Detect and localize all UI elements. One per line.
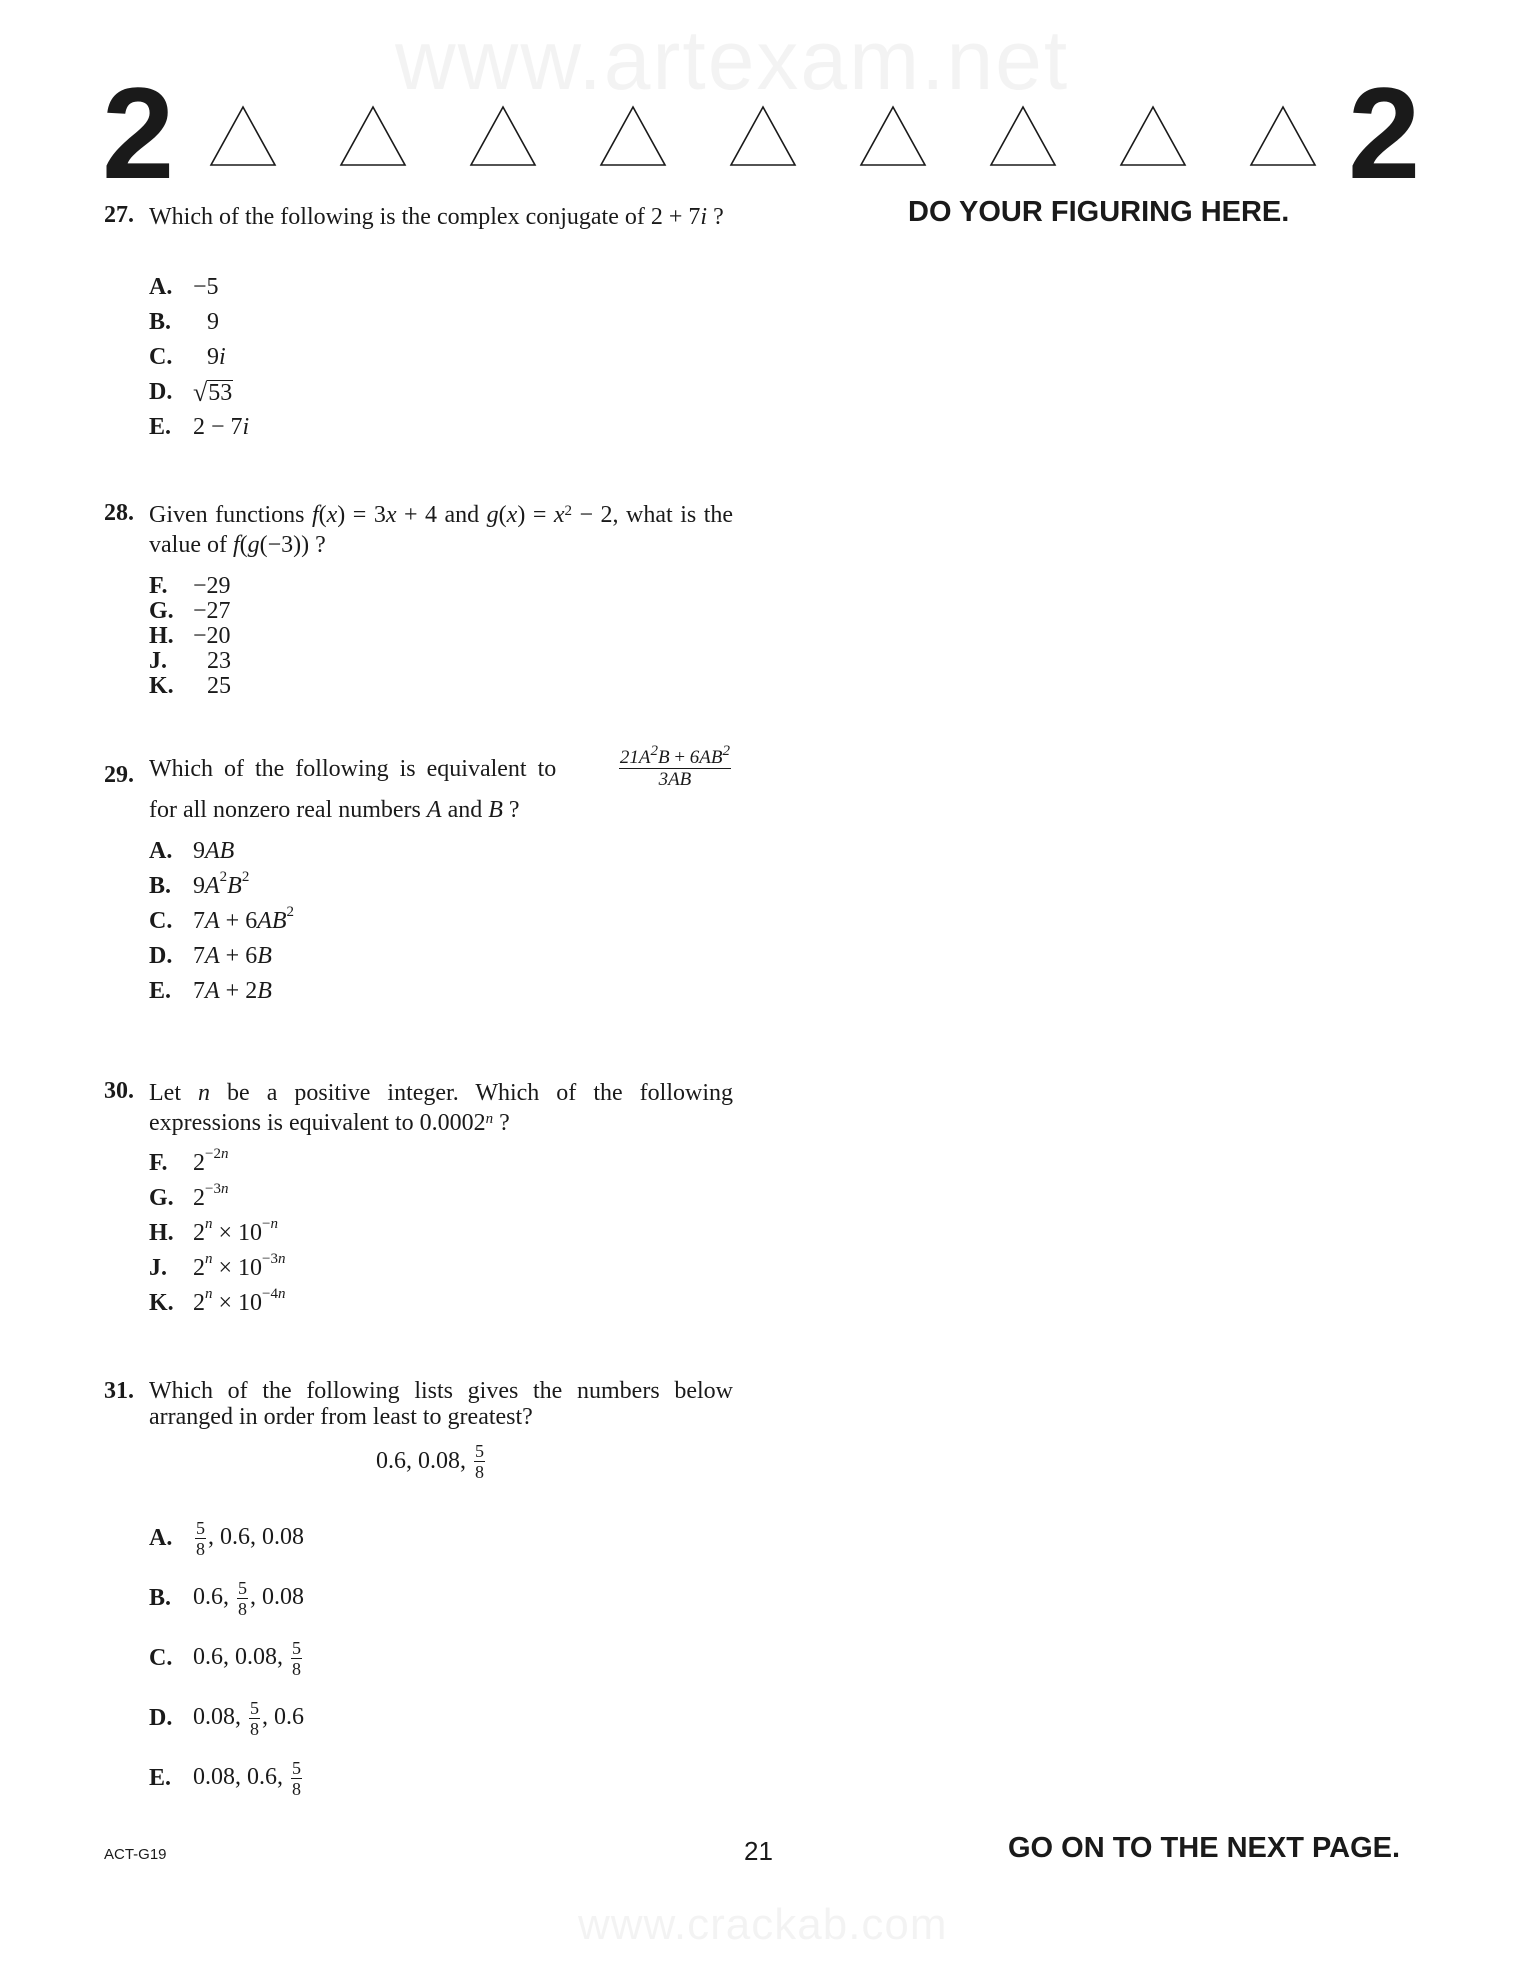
option-30-h[interactable]: H. $2^n \times 10^{-n}$ xyxy=(149,1216,279,1246)
options-29 xyxy=(149,834,294,1009)
options-31 xyxy=(149,1508,304,1808)
option-29-e[interactable]: E. 7A + 2B xyxy=(149,978,272,1004)
option-27-e[interactable]: E. 2 − 7i xyxy=(149,414,250,440)
option-27-c[interactable]: C. 9i xyxy=(149,344,226,370)
option-30-k[interactable]: K. $2^n \times 10^{-4n}$ xyxy=(149,1286,286,1316)
option-28-g[interactable]: G. −27 xyxy=(149,598,231,624)
option-27-b[interactable]: B. 9 xyxy=(149,309,219,335)
option-28-j[interactable]: J. 23 xyxy=(149,648,231,674)
options-27 xyxy=(149,270,249,445)
option-29-d[interactable]: D. 7A + 6B xyxy=(149,943,272,969)
question-text-30: Let n be a positive integer. Which of the following expressions is equivalent to 0.0002$^n$ ? xyxy=(149,1080,733,1136)
option-31-b[interactable]: B. 0.6, $\frac{5}{8}$ , 0.08 xyxy=(149,1577,304,1619)
question-text-31: Which of the following lists gives the numbers below arranged in order from least to greatest? xyxy=(149,1378,733,1430)
option-28-h[interactable]: H. −20 xyxy=(149,623,231,649)
option-30-f[interactable]: F. $2^{-2n}$ xyxy=(149,1146,229,1176)
section-number-left: 2 xyxy=(102,60,175,206)
question-text-29-start: Which of the following is equivalent to xyxy=(149,755,557,782)
question-number-31: 31. xyxy=(104,1378,134,1404)
question-text-29: Which of the following is equivalent to $\frac{21A^2B + 6AB^2}{3AB}$ for all nonzero real numbers A and B ? xyxy=(149,743,730,823)
option-31-d[interactable]: D. 0.08, $\frac{5}{8}$ , 0.6 xyxy=(149,1697,304,1739)
question-number-27: 27. xyxy=(104,202,134,228)
option-30-j[interactable]: J. $2^n \times 10^{-3n}$ xyxy=(149,1251,286,1281)
option-31-a[interactable]: A. $\frac{5}{8}$ , 0.6, 0.08 xyxy=(149,1517,304,1559)
options-30 xyxy=(149,1146,286,1321)
option-30-g[interactable]: G. $2^{-3n}$ xyxy=(149,1181,229,1211)
option-29-c[interactable]: C. $7A + 6AB^2$ xyxy=(149,904,295,934)
triangle-icon xyxy=(468,104,538,168)
option-27-d[interactable]: D. √ 53 xyxy=(149,378,233,407)
option-29-a[interactable]: A. 9AB xyxy=(149,838,235,864)
option-31-c[interactable]: C. 0.6, 0.08, $\frac{5}{8}$ xyxy=(149,1637,301,1679)
triangle-icon xyxy=(1118,104,1188,168)
option-29-b[interactable]: B. $9A^2B^2$ xyxy=(149,869,250,899)
triangle-icon xyxy=(338,104,408,168)
question-29-fraction: $\frac{21A^2B + 6AB^2}{3AB}$ xyxy=(619,743,730,790)
triangle-icon xyxy=(728,104,798,168)
triangle-icon xyxy=(1248,104,1318,168)
question-31-number-list: 0.6, 0.08, $\frac{5}{8}$ xyxy=(376,1441,484,1482)
figuring-label: DO YOUR FIGURING HERE. xyxy=(908,196,1290,228)
footer-page-number: 21 xyxy=(744,1836,773,1866)
triangle-icon xyxy=(988,104,1058,168)
option-27-a[interactable]: A. −5 xyxy=(149,274,219,300)
section-number-right: 2 xyxy=(1348,60,1421,206)
triangle-icon xyxy=(598,104,668,168)
question-number-28: 28. xyxy=(104,500,134,526)
option-28-f[interactable]: F. −29 xyxy=(149,573,231,599)
options-28 xyxy=(149,574,231,699)
footer-test-code: ACT-G19 xyxy=(104,1846,167,1863)
question-number-29: 29. xyxy=(104,762,134,788)
question-text-27: Which of the following is the complex conjugate of 2 + 7i ? xyxy=(149,204,724,230)
footer-next-page: GO ON TO THE NEXT PAGE. xyxy=(1008,1832,1401,1864)
triangle-icon xyxy=(858,104,928,168)
triangle-icon xyxy=(208,104,278,168)
option-28-k[interactable]: K. 25 xyxy=(149,673,231,699)
question-text-28: Given functions f(x) = 3x + 4 and $g(x) = x^2 - 2$, what is the value of f(g(−3)) ? xyxy=(149,502,734,558)
option-31-e[interactable]: E. 0.08, 0.6, $\frac{5}{8}$ xyxy=(149,1757,301,1799)
watermark-top xyxy=(395,12,1069,109)
watermark-bottom xyxy=(578,1900,948,1950)
question-number-30: 30. xyxy=(104,1078,134,1104)
